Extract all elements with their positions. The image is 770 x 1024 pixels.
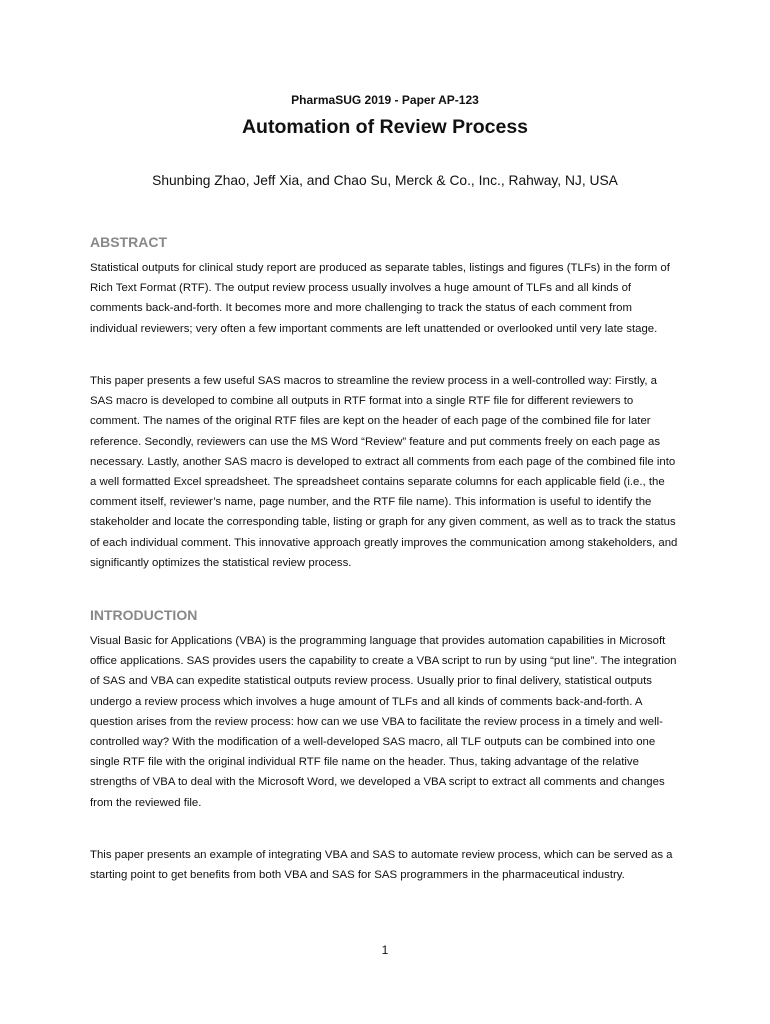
introduction-paragraph-2: This paper presents an example of integrating VBA and SAS to automate review process, which can be served as a starting point to get benefits from both VBA and SAS for SAS programmers in the pharmaceutical industry.: [90, 849, 673, 882]
abstract-paragraph-1: Statistical outputs for clinical study report are produced as separate tables, listings and figures (TLFs) in the form of Rich Text Format (RTF). The output review process usually involves a huge amount of TLFs and all kinds of comments back-and-forth. It becomes more and more challenging to track the status of each comment from individual reviewers; very often a few important comments are left unattended or overlooked until very late stage.: [90, 262, 670, 335]
introduction-paragraph-1: Visual Basic for Applications (VBA) is the programming language that provides automation capabilities in Microsoft office applications. SAS provides users the capability to create a VBA script to run by using “put line”. The integration of SAS and VBA can expedite statistical outputs review process. Usually prior to final delivery, statistical outputs undergo a review process which involves a huge amount of TLFs and all kinds of comments back-and-forth. A question arises from the review process: how can we use VBA to facilitate the review process in a timely and well-controlled way? With the modification of a well-developed SAS macro, all TLF outputs can be combined into one single RTF file with the original individual RTF file name on the header. Thus, taking advantage of the relative strengths of VBA to deal with the Microsoft Word, we developed a VBA script to extract all comments and changes from the reviewed file.: [90, 635, 677, 809]
abstract-heading: ABSTRACT: [90, 234, 167, 250]
author-line: Shunbing Zhao, Jeff Xia, and Chao Su, Merck & Co., Inc., Rahway, NJ, USA: [152, 173, 618, 188]
introduction-heading: INTRODUCTION: [90, 607, 198, 623]
paper-title: Automation of Review Process: [241, 116, 529, 138]
abstract-paragraph-2: This paper presents a few useful SAS macros to streamline the review process in a well-controlled way: Firstly, a SAS macro is developed to combine all outputs in RTF format into a single RTF file for different reviewers to comment. The names of the original RTF files are kept on the header of each page of the combined file for later reference. Secondly, reviewers can use the MS Word “Review” feature and put comments freely on each page as necessary. Lastly, another SAS macro is developed to extract all comments from each page of the combined file into a well formatted Excel spreadsheet. The spreadsheet contains separate columns for each applicable field (i.e., the comment itself, reviewer’s name, page number, and the RTF file name). This information is useful to identify the stakeholder and locate the corresponding table, listing or graph for any given comment, as well as to track the status of each individual comment. This innovative approach greatly improves the communication among stakeholders, and significantly optimizes the statistical review process.: [90, 375, 678, 569]
page-number: 1: [381, 943, 389, 957]
conference-label: PharmaSUG 2019 - Paper AP-123: [291, 93, 479, 107]
